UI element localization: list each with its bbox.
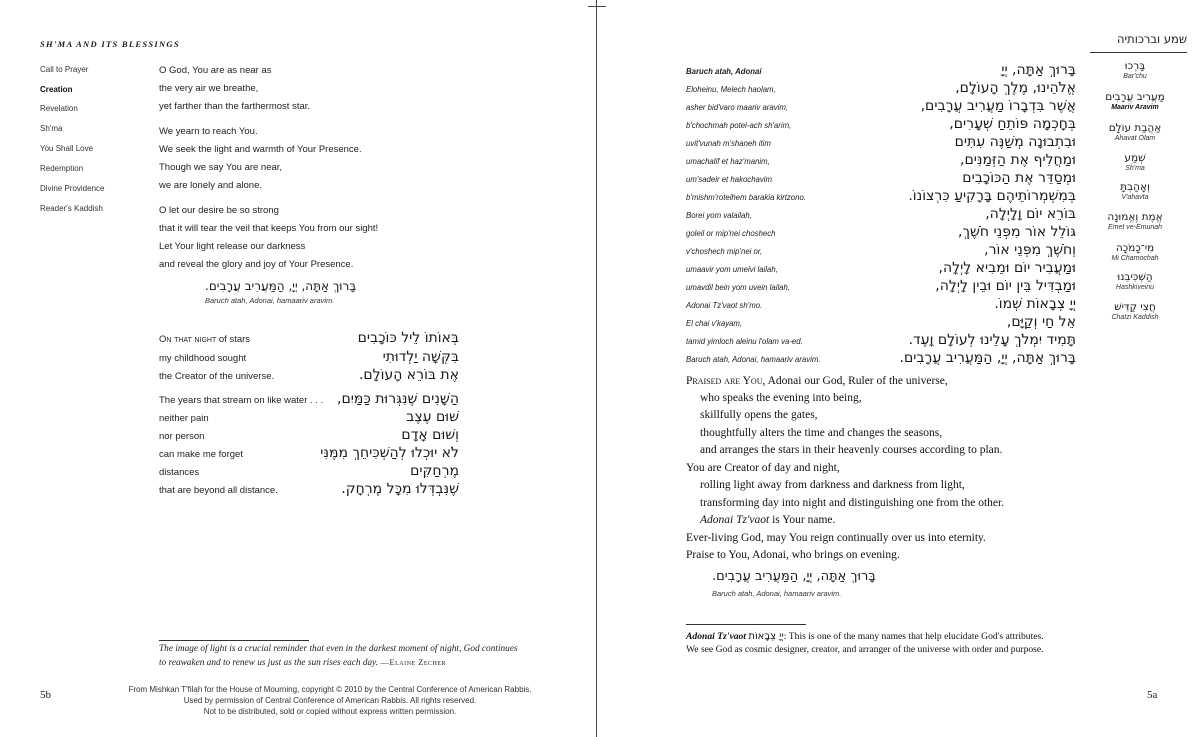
- liturgy-row: [686, 171, 1076, 189]
- nav-item-chatzi-kaddish[interactable]: [1085, 301, 1185, 322]
- chatimah-hebrew-left: בָּרוּךְ אַתָּה, יְיָ, הַמַּעֲרִיב עֲרָבִים.: [205, 279, 357, 293]
- nav-english: Emet ve-Emunah: [1107, 224, 1163, 231]
- liturgy-transliteration: Borei yom valailah,: [686, 211, 752, 220]
- liturgy-hebrew: וְחֹשֶׁךְ מִפְּנֵי אוֹר,: [984, 242, 1076, 258]
- liturgy-hebrew: תָּמִיד יִמְלֹךְ עָלֵינוּ לְעוֹלָם וָעֶד.: [908, 332, 1076, 348]
- liturgy-transliteration: Baruch atah, Adonai, hamaariv aravim.: [686, 355, 821, 364]
- nav-item-redemption[interactable]: Redemption: [40, 164, 84, 173]
- liturgy-transliteration: umachalif et haz'manim,: [686, 157, 770, 166]
- bilingual-row: [159, 349, 459, 367]
- bilingual-hebrew: בְּאוֹתוֹ לֵיל כּוֹכָבִים: [357, 330, 459, 346]
- nav-item-call-to-prayer[interactable]: Call to Prayer: [40, 65, 89, 74]
- liturgy-row: [686, 153, 1076, 171]
- liturgy-row: [686, 297, 1076, 315]
- translation-line: [686, 375, 948, 387]
- translation-line: skillfully opens the gates,: [700, 409, 818, 421]
- smallcaps-lead: On that night: [159, 334, 217, 345]
- nav-item-revelation[interactable]: Revelation: [40, 104, 78, 113]
- running-head-rule: [1090, 52, 1187, 53]
- translation-line: You are Creator of day and night,: [686, 462, 840, 474]
- liturgy-hebrew: בְּמִשְׁמְרוֹתֵיהֶם בָּרָקִיעַ כִּרְצוֹנוֹ.: [908, 188, 1076, 204]
- liturgy-row: [686, 261, 1076, 279]
- liturgy-row: [686, 225, 1076, 243]
- liturgy-transliteration: Eloheinu, Melech haolam,: [686, 85, 776, 94]
- nav-item-barchu[interactable]: [1085, 60, 1185, 81]
- nav-hebrew: וְאָהַבְתָּ: [1120, 181, 1150, 193]
- liturgy-transliteration: umavdil bein yom uvein lailah,: [686, 283, 791, 292]
- nav-english: Maariv Aravim: [1111, 104, 1159, 111]
- nav-item-hashkiveinu[interactable]: [1085, 271, 1185, 292]
- chatimah-transliteration-left: Baruch atah, Adonai, hamaariv aravim.: [205, 296, 335, 305]
- liturgy-transliteration: b'chochmah potei-ach sh'arim,: [686, 121, 792, 130]
- poem-line: yet farther than the farthermost star.: [159, 101, 311, 112]
- nav-item-shma[interactable]: Sh'ma: [40, 124, 63, 133]
- footnote-right: [686, 631, 1056, 656]
- gutter-tick-mark: [588, 6, 606, 7]
- bilingual-english: that are beyond all distance.: [159, 485, 278, 496]
- smallcaps-lead: Praised are You,: [686, 375, 766, 387]
- liturgy-row: [686, 81, 1076, 99]
- poem-line: that it will tear the veil that keeps You from our sight!: [159, 223, 379, 234]
- nav-item-readers-kaddish[interactable]: Reader's Kaddish: [40, 204, 103, 213]
- poem-line: Let Your light release our darkness: [159, 241, 306, 252]
- bilingual-english: the Creator of the universe.: [159, 371, 275, 382]
- nav-hebrew: הַשְׁכִּיבֵנוּ: [1117, 271, 1153, 283]
- translation-line: and arranges the stars in their heavenly courses according to plan.: [700, 444, 1003, 456]
- liturgy-row: [686, 135, 1076, 153]
- bilingual-row: [159, 427, 459, 445]
- nav-item-vahavta[interactable]: [1085, 181, 1185, 202]
- bilingual-hebrew: הַשָּׁנִים שֶׁנִּגְּרוּת כַּמַּיִם,: [337, 391, 459, 407]
- liturgy-transliteration: El chai v'kayam,: [686, 319, 743, 328]
- liturgy-row: [686, 117, 1076, 135]
- poem-line: We seek the light and warmth of Your Presence.: [159, 144, 362, 155]
- translation-line: Ever-living God, may You reign continually over us into eternity.: [686, 532, 986, 544]
- lead-rest: of stars: [216, 334, 251, 345]
- footnote-attribution: —Elaine Zecher: [380, 657, 447, 667]
- liturgy-row: [686, 243, 1076, 261]
- nav-item-mi-chamochah[interactable]: [1085, 242, 1185, 263]
- poem-line: O God, You are as near as: [159, 65, 272, 76]
- bilingual-hebrew: מֶרְחַקִּים: [410, 463, 459, 479]
- bilingual-english: can make me forget: [159, 449, 243, 460]
- liturgy-transliteration: goleil or mip'nei choshech: [686, 229, 776, 238]
- nav-english: Bar'chu: [1123, 73, 1147, 80]
- bilingual-hebrew: בִּקְּשָׁה יַלְדוּתִי: [382, 349, 459, 365]
- nav-hebrew: בָּרְכוּ: [1124, 60, 1146, 72]
- bilingual-row: [159, 481, 459, 499]
- bilingual-hebrew: שֶׁנִּבְדְּלוּ מִכָּל מֶרְחָק.: [341, 481, 459, 497]
- liturgy-transliteration: Adonai Tz'vaot sh'mo.: [686, 301, 763, 310]
- nav-item-ahavat-olam[interactable]: [1085, 122, 1185, 143]
- nav-hebrew: מִי־כָמֹכָה: [1115, 242, 1155, 254]
- nav-english: Ahavat Olam: [1114, 135, 1156, 142]
- liturgy-transliteration: b'mishm'roteihem barakia kirtzono.: [686, 193, 806, 202]
- nav-item-creation[interactable]: Creation: [40, 85, 73, 94]
- bilingual-row: [159, 330, 459, 348]
- liturgy-row: [686, 333, 1076, 351]
- page-number-left: 5b: [40, 689, 51, 701]
- translation-line: thoughtfully alters the time and changes the seasons,: [700, 427, 943, 439]
- poem-line: and reveal the glory and joy of Your Presence.: [159, 259, 354, 270]
- nav-item-divine-providence[interactable]: Divine Providence: [40, 184, 105, 193]
- running-head-right: שמע וברכותיה: [1117, 32, 1187, 46]
- bilingual-row: [159, 409, 459, 427]
- translation-line: rolling light away from darkness and darkness from light,: [700, 479, 965, 491]
- liturgy-hebrew: אֲשֶׁר בִּדְבָרוֹ מַעֲרִיב עֲרָבִים,: [920, 98, 1076, 114]
- footnote-term: Adonai Tz'vaot: [686, 631, 746, 642]
- page-gutter-line: [596, 0, 597, 737]
- copyright-line: Used by permission of Central Conference of American Rabbis. All rights reserved.: [183, 696, 477, 705]
- nav-item-maariv-aravim[interactable]: [1085, 91, 1185, 112]
- page-number-right: 5a: [1147, 689, 1158, 701]
- bilingual-row: [159, 391, 459, 409]
- liturgy-hebrew: וּמְסַדֵּר אֶת הַכּוֹכָבִים: [962, 170, 1076, 186]
- chatimah-transliteration-right: Baruch atah, Adonai, hamaariv aravim.: [712, 589, 842, 598]
- bilingual-english: The years that stream on like water . . .: [159, 395, 324, 406]
- nav-hebrew: מַעֲרִיב עֲרָבִים: [1105, 91, 1165, 103]
- liturgy-hebrew: וּמַחֲלִיף אֶת הַזְּמַנִּים,: [960, 152, 1076, 168]
- liturgy-row: [686, 351, 1076, 369]
- nav-english: Mi Chamochah: [1111, 255, 1159, 262]
- nav-item-emet-ve-emunah[interactable]: [1085, 211, 1185, 232]
- liturgy-hebrew: בָּרוּךְ אַתָּה, יְיָ, הַמַּעֲרִיב עֲרָבִים.: [899, 350, 1076, 366]
- footnote-text: The image of light is a crucial reminder that even in the darkest moment of night, God continues to reawaken and to renew us just as the sun rises each day.: [159, 644, 518, 668]
- nav-item-shma[interactable]: [1085, 152, 1185, 173]
- bilingual-row: [159, 445, 459, 463]
- bilingual-hebrew: שׁוּם עֶצֶב: [406, 409, 459, 425]
- translation-line: transforming day into night and distinguishing one from the other.: [700, 497, 1005, 509]
- bilingual-english: nor person: [159, 431, 205, 442]
- footnote-rule-left: [159, 640, 309, 641]
- nav-hebrew: אֱמֶת וֶאֱמוּנָה: [1107, 211, 1163, 223]
- nav-english: Hashkiveinu: [1115, 284, 1155, 291]
- liturgy-row: [686, 207, 1076, 225]
- italic-name: Adonai Tz'vaot: [700, 514, 770, 526]
- bilingual-hebrew: וְשׁוּם אָדָם: [401, 427, 459, 443]
- bilingual-row: [159, 367, 459, 385]
- nav-english: Chatzi Kaddish: [1111, 314, 1159, 321]
- copyright-notice: [95, 684, 565, 717]
- lead-rest: Adonai our God, Ruler of the universe,: [765, 375, 948, 387]
- liturgy-transliteration: asher bid'varo maariv aravim,: [686, 103, 789, 112]
- line-rest: is Your name.: [769, 514, 836, 526]
- liturgy-row: [686, 63, 1076, 81]
- nav-hebrew: חֲצִי קַדִּישׁ: [1114, 301, 1156, 313]
- running-head-left: SH'MA AND ITS BLESSINGS: [40, 39, 180, 49]
- copyright-line: Not to be distributed, sold or copied without express written permission.: [203, 707, 457, 716]
- liturgy-hebrew: בּוֹרֵא יוֹם וָלָיְלָה,: [985, 206, 1076, 222]
- poem-line: the very air we breathe,: [159, 83, 259, 94]
- liturgy-row: [686, 189, 1076, 207]
- liturgy-hebrew: וּבִתְבוּנָה מְשַׁנֶּה עִתִּים: [954, 134, 1076, 150]
- poem-line: We yearn to reach You.: [159, 126, 258, 137]
- liturgy-row: [686, 279, 1076, 297]
- liturgy-hebrew: וּמַבְדִּיל בֵּין יוֹם וּבֵין לָיְלָה,: [935, 278, 1076, 294]
- liturgy-hebrew: וּמַעֲבִיר יוֹם וּמֵבִיא לָיְלָה,: [938, 260, 1076, 276]
- liturgy-hebrew: גּוֹלֵל אוֹר מִפְּנֵי חֹשֶׁךְ,: [958, 224, 1076, 240]
- liturgy-transliteration: umaavir yom umeivi lailah,: [686, 265, 778, 274]
- liturgy-transliteration: uvit'vunah m'shaneh itim: [686, 139, 771, 148]
- nav-item-you-shall-love[interactable]: You Shall Love: [40, 144, 94, 153]
- bilingual-hebrew: אֶת בּוֹרֵא הָעוֹלָם.: [358, 367, 459, 383]
- liturgy-hebrew: יְיָ צְבָאוֹת שְׁמוֹ.: [994, 296, 1076, 312]
- bilingual-english: neither pain: [159, 413, 209, 424]
- liturgy-transliteration: Baruch atah, Adonai: [686, 67, 762, 76]
- liturgy-transliteration: um'sadeir et hakochavim: [686, 175, 772, 184]
- bilingual-english: my childhood sought: [159, 353, 247, 364]
- footnote-left: [159, 643, 519, 670]
- bilingual-english: distances: [159, 467, 200, 478]
- liturgy-hebrew: בָּרוּךְ אַתָּה, יְיָ: [1001, 62, 1076, 78]
- nav-hebrew: שְׁמַע: [1124, 152, 1146, 164]
- liturgy-hebrew: אֱלֹהֵינוּ, מֶלֶךְ הָעוֹלָם,: [955, 80, 1076, 96]
- poem-line: we are lonely and alone.: [159, 180, 262, 191]
- liturgy-hebrew: אֵל חַי וְקַיָּם,: [1006, 314, 1076, 330]
- translation-line: Praise to You, Adonai, who brings on evening.: [686, 549, 900, 561]
- footnote-rule-right: [686, 624, 806, 625]
- bilingual-english: [159, 334, 250, 345]
- copyright-line: From Mishkan T'filah for the House of Mourning, copyright © 2010 by the Central Conference of American Rabbis.: [128, 685, 532, 694]
- nav-hebrew: אַהֲבַת עוֹלָם: [1108, 122, 1162, 134]
- liturgy-transliteration: tamid yimloch aleinu l'olam va-ed.: [686, 337, 803, 346]
- nav-english: Sh'ma: [1125, 165, 1145, 172]
- poem-line: Though we say You are near,: [159, 162, 283, 173]
- liturgy-transliteration: v'choshech mip'nei or,: [686, 247, 763, 256]
- liturgy-row: [686, 99, 1076, 117]
- liturgy-hebrew: בְּחָכְמָה פּוֹתֵחַ שְׁעָרִים,: [949, 116, 1076, 132]
- bilingual-hebrew: לֹא יוּכְלוּ לְהַשְׁכִּיחֵךְ מִמֶּנִּי: [320, 445, 459, 461]
- poem-line: O let our desire be so strong: [159, 205, 279, 216]
- footnote-hebrew: יְיָ צְבָאוֹת: [748, 631, 784, 642]
- footnote-text: : This is one of the many names that help elucidate God's attributes. We see God as cosmic designer, creator, and arranger of the universe with order and purpose.: [686, 631, 1044, 655]
- translation-line: [700, 514, 835, 526]
- nav-english: V'ahavta: [1121, 194, 1149, 201]
- liturgy-row: [686, 315, 1076, 333]
- translation-line: who speaks the evening into being,: [700, 392, 862, 404]
- bilingual-row: [159, 463, 459, 481]
- chatimah-hebrew-right: בָּרוּךְ אַתָּה, יְיָ, הַמַּעֲרִיב עֲרָבִים.: [712, 569, 876, 584]
